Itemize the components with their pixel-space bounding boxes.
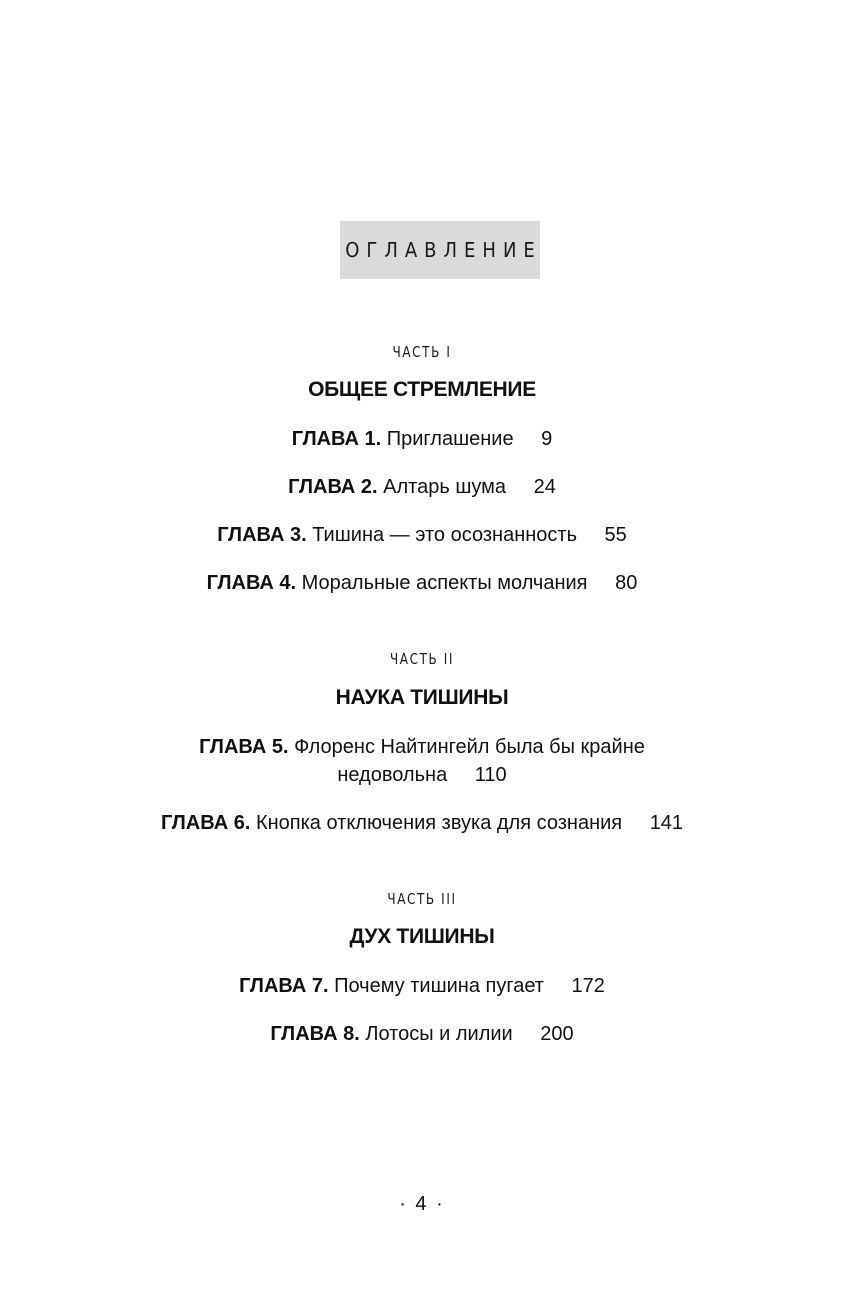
chapter-page: 172	[571, 975, 605, 997]
chapter-number: ГЛАВА 5.	[199, 736, 289, 758]
chapter-title: Тишина — это осознанность	[312, 524, 577, 546]
chapter-number: ГЛАВА 6.	[160, 812, 251, 834]
toc-entry-chapter-8[interactable]	[0, 1020, 844, 1048]
toc-entry-chapter-1[interactable]	[0, 425, 844, 453]
part-1-label: ЧАСТЬ I	[392, 343, 452, 361]
chapter-title: Моральные аспекты молчания	[301, 572, 588, 594]
chapter-title: Почему тишина пугает	[334, 975, 544, 997]
toc-heading-box	[340, 221, 540, 279]
chapter-page: 200	[540, 1023, 574, 1045]
part-3-label: ЧАСТЬ III	[387, 890, 457, 908]
chapter-title: Флоренс Найтингейл была бы крайне	[294, 736, 645, 758]
toc-entry-chapter-6[interactable]	[0, 809, 844, 837]
chapter-number: ГЛАВА 4.	[206, 572, 297, 594]
toc-entry-chapter-3[interactable]	[0, 521, 844, 549]
toc-entry-chapter-7[interactable]	[0, 972, 844, 1000]
chapter-number: ГЛАВА 7.	[239, 975, 329, 997]
chapter-page: 24	[533, 476, 556, 498]
toc-heading: ОГЛАВЛЕНИЕ	[345, 238, 542, 262]
chapter-title: Алтарь шума	[383, 476, 507, 498]
chapter-title: Приглашение	[386, 428, 514, 450]
chapter-page: 110	[474, 764, 507, 786]
part-1-title: ОБЩЕЕ СТРЕМЛЕНИЕ	[308, 378, 536, 401]
chapter-page: 9	[541, 428, 553, 450]
chapter-number: ГЛАВА 1.	[291, 428, 382, 450]
part-3-title: ДУХ ТИШИНЫ	[349, 925, 495, 948]
chapter-number: ГЛАВА 8.	[270, 1023, 360, 1045]
chapter-page: 80	[615, 572, 638, 594]
toc-entry-chapter-5[interactable]	[0, 733, 844, 761]
toc-entry-chapter-5-continued[interactable]	[0, 761, 844, 789]
part-2-title: НАУКА ТИШИНЫ	[335, 686, 509, 709]
chapter-title-continued: недовольна	[337, 764, 448, 786]
chapter-number: ГЛАВА 3.	[217, 524, 307, 546]
chapter-page: 55	[604, 524, 627, 546]
page-number: · 4 ·	[399, 1193, 445, 1215]
chapter-number: ГЛАВА 2.	[288, 476, 378, 498]
chapter-page: 141	[649, 812, 684, 834]
toc-entry-chapter-4[interactable]	[0, 569, 844, 597]
part-2-label: ЧАСТЬ II	[389, 650, 455, 668]
toc-entry-chapter-2[interactable]	[0, 473, 844, 501]
chapter-title: Лотосы и лилии	[365, 1023, 513, 1045]
chapter-title: Кнопка отключения звука для сознания	[255, 812, 623, 834]
